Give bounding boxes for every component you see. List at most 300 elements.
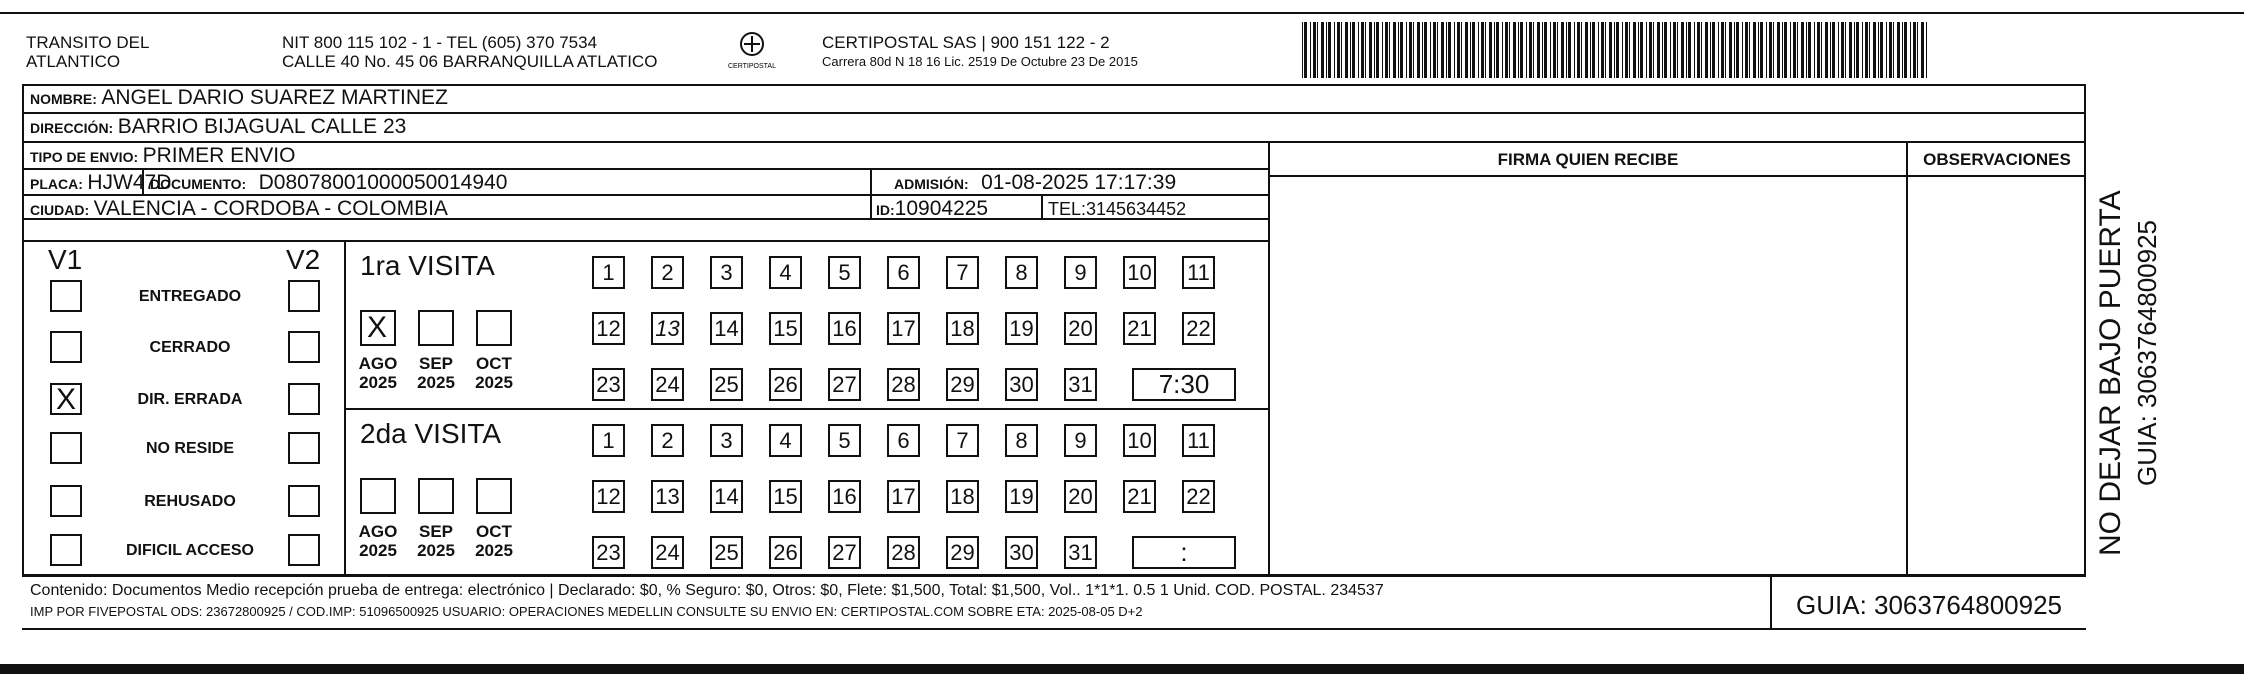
barcode-bar	[1422, 22, 1423, 78]
day-box[interactable]: 9	[1064, 256, 1097, 289]
day-box[interactable]: 25	[710, 368, 743, 401]
day-box[interactable]: 12	[592, 312, 625, 345]
day-box[interactable]: 26	[769, 368, 802, 401]
month-name: SEP	[418, 522, 454, 541]
row-line	[22, 628, 2086, 630]
barcode-bar	[1841, 22, 1844, 78]
day-box[interactable]: 24	[651, 536, 684, 569]
barcode-bar	[1797, 22, 1798, 78]
day-box[interactable]: 28	[887, 368, 920, 401]
barcode-bar	[1574, 22, 1575, 78]
v1-checkbox[interactable]	[50, 534, 82, 566]
tipo-row	[30, 144, 295, 168]
col-line	[1906, 141, 1908, 577]
v2-checkbox[interactable]	[288, 383, 320, 415]
barcode-bar	[1505, 22, 1508, 78]
status-option-label: CERRADO	[149, 339, 231, 356]
barcode-bar	[1753, 22, 1756, 78]
barcode-bar	[1494, 22, 1495, 78]
day-box[interactable]: 29	[946, 368, 979, 401]
barcode-bar	[1526, 22, 1527, 78]
day-box[interactable]: 30	[1005, 536, 1038, 569]
barcode-bar	[1845, 22, 1846, 78]
barcode-bar	[1350, 22, 1351, 78]
barcode-bar	[1598, 22, 1599, 78]
barcode-bar	[1409, 22, 1412, 78]
month-year: 2025	[359, 541, 397, 560]
barcode-bar	[1897, 22, 1900, 78]
barcode-bar	[1470, 22, 1471, 78]
barcode-bar	[1509, 22, 1510, 78]
org-line2: ATLANTICO	[26, 52, 121, 71]
day-box[interactable]: 2	[651, 424, 684, 457]
visit-title: 2da VISITA	[360, 418, 502, 449]
barcode-bar	[1313, 22, 1316, 78]
barcode	[1302, 22, 1932, 78]
day-box[interactable]: 15	[769, 312, 802, 345]
barcode-bar	[1310, 22, 1311, 78]
barcode-bar	[1553, 22, 1556, 78]
tipo-value: PRIMER ENVIO	[142, 144, 296, 167]
barcode-bar	[1533, 22, 1534, 78]
day-box[interactable]: 29	[946, 536, 979, 569]
barcode-bar	[1862, 22, 1863, 78]
day-box[interactable]: 8	[1005, 424, 1038, 457]
day-box[interactable]: 3	[710, 424, 743, 457]
barcode-bar	[1662, 22, 1663, 78]
day-box[interactable]: 21	[1123, 312, 1156, 345]
month-year: 2025	[417, 541, 455, 560]
barcode-bar	[1302, 22, 1303, 78]
id-value: 10904225	[894, 197, 989, 220]
time-field[interactable]: 7:30	[1132, 368, 1236, 401]
admision-cell	[894, 171, 1176, 195]
barcode-bar	[1304, 22, 1307, 78]
barcode-bar	[1446, 22, 1447, 78]
barcode-bar	[1633, 22, 1636, 78]
day-box[interactable]: 12	[592, 480, 625, 513]
barcode-bar	[1568, 22, 1571, 78]
barcode-bar	[1849, 22, 1852, 78]
barcode-bar	[1917, 22, 1918, 78]
barcode-bar	[1629, 22, 1630, 78]
day-box[interactable]: 14	[710, 312, 743, 345]
day-box[interactable]: 18	[946, 480, 979, 513]
row-line	[22, 240, 1270, 242]
barcode-bar	[1352, 22, 1355, 78]
month-label	[464, 354, 524, 392]
day-box[interactable]: 6	[887, 256, 920, 289]
barcode-bar	[1808, 22, 1811, 78]
address-line: CALLE 40 No. 45 06 BARRANQUILLA ATLATICO	[282, 52, 658, 71]
day-box[interactable]: 28	[887, 536, 920, 569]
barcode-bar	[1406, 22, 1407, 78]
day-box[interactable]: 8	[1005, 256, 1038, 289]
day-box[interactable]: 5	[828, 256, 861, 289]
day-box[interactable]: 22	[1182, 312, 1215, 345]
day-box[interactable]: 5	[828, 424, 861, 457]
day-box[interactable]: 16	[828, 480, 861, 513]
barcode-bar	[1790, 22, 1791, 78]
barcode-bar	[1457, 22, 1460, 78]
barcode-bar	[1806, 22, 1807, 78]
id-label: ID:	[876, 202, 895, 218]
row-line	[22, 575, 2086, 577]
v1-checkbox[interactable]	[50, 432, 82, 464]
barcode-bar	[1601, 22, 1604, 78]
day-box[interactable]: 31	[1064, 536, 1097, 569]
tel-label: TEL:	[1048, 199, 1087, 219]
barcode-bar	[1592, 22, 1595, 78]
barcode-bar	[1430, 22, 1431, 78]
barcode-bar	[1646, 22, 1647, 78]
barcode-bar	[1398, 22, 1399, 78]
status-option-label: NO RESIDE	[145, 440, 234, 457]
barcode-bar	[1742, 22, 1743, 78]
month-checkbox[interactable]	[476, 478, 512, 514]
v2-checkbox[interactable]	[288, 280, 320, 312]
barcode-bar	[1832, 22, 1835, 78]
row-line	[22, 168, 1270, 170]
ciudad-value: VALENCIA - CORDOBA - COLOMBIA	[93, 197, 448, 220]
id-cell	[876, 197, 988, 221]
barcode-bar	[1838, 22, 1839, 78]
day-box[interactable]: 20	[1064, 312, 1097, 345]
barcode-bar	[1478, 22, 1479, 78]
day-box[interactable]: 17	[887, 312, 920, 345]
barcode-bar	[1653, 22, 1654, 78]
admision-label: ADMISIÓN:	[894, 176, 969, 192]
barcode-bar	[1385, 22, 1388, 78]
barcode-bar	[1448, 22, 1451, 78]
barcode-bar	[1321, 22, 1324, 78]
barcode-bar	[1374, 22, 1375, 78]
barcode-bar	[1705, 22, 1708, 78]
barcode-bar	[1542, 22, 1543, 78]
month-label	[464, 522, 524, 560]
day-box[interactable]: 10	[1123, 424, 1156, 457]
row-line	[22, 112, 2086, 114]
day-box[interactable]: 23	[592, 368, 625, 401]
courier-info	[822, 33, 1138, 71]
day-box[interactable]: 14	[710, 480, 743, 513]
barcode-bar	[1758, 22, 1759, 78]
month-label	[406, 354, 466, 392]
barcode-bar	[1625, 22, 1628, 78]
day-box[interactable]: 21	[1123, 480, 1156, 513]
barcode-bar	[1921, 22, 1924, 78]
barcode-bar	[1878, 22, 1879, 78]
certipostal-logo	[722, 30, 782, 74]
barcode-bar	[1673, 22, 1676, 78]
day-box[interactable]: 24	[651, 368, 684, 401]
barcode-bar	[1337, 22, 1340, 78]
day-box[interactable]: 7	[946, 424, 979, 457]
firma-header: FIRMA QUIEN RECIBE	[1497, 150, 1679, 169]
day-box[interactable]: 18	[946, 312, 979, 345]
barcode-bar	[1664, 22, 1667, 78]
observaciones-header: OBSERVACIONES	[1923, 150, 2071, 169]
month-checkbox[interactable]	[418, 478, 454, 514]
direccion-row	[30, 115, 406, 139]
barcode-bar	[1725, 22, 1726, 78]
barcode-bar	[1345, 22, 1348, 78]
barcode-bar	[1437, 22, 1438, 78]
barcode-bar	[1609, 22, 1612, 78]
barcode-bar	[1561, 22, 1564, 78]
barcode-bar	[1441, 22, 1444, 78]
barcode-bar	[1670, 22, 1671, 78]
month-year: 2025	[417, 373, 455, 392]
barcode-bar	[1893, 22, 1894, 78]
day-box[interactable]: 4	[769, 424, 802, 457]
barcode-bar	[1926, 22, 1927, 78]
month-name: SEP	[418, 354, 454, 373]
col-line	[1268, 141, 1270, 577]
barcode-bar	[1825, 22, 1828, 78]
barcode-bar	[1614, 22, 1615, 78]
barcode-bar	[1513, 22, 1516, 78]
day-box[interactable]: 23	[592, 536, 625, 569]
day-box[interactable]: 22	[1182, 480, 1215, 513]
v1-checkbox[interactable]	[50, 280, 82, 312]
v1-header: V1	[48, 244, 83, 275]
tel-cell	[1048, 199, 1186, 220]
barcode-bar	[1472, 22, 1475, 78]
day-box[interactable]: 1	[592, 424, 625, 457]
barcode-bar	[1328, 22, 1331, 78]
footer-imp: IMP POR FIVEPOSTAL ODS: 23672800925 / COD.IMP: 51096500925 USUARIO: OPERACIONES MEDELLIN CONSULTE SU ENVIO EN: CERTIPOSTAL.COM SOBRE ETA: 2025-08-05 D+2	[30, 604, 1143, 619]
barcode-bar	[1317, 22, 1318, 78]
tipo-label: TIPO DE ENVIO:	[30, 149, 139, 165]
col-header-line	[1270, 175, 2086, 177]
day-box[interactable]: 19	[1005, 312, 1038, 345]
day-box[interactable]: 11	[1182, 424, 1215, 457]
barcode-bar	[1369, 22, 1372, 78]
time-field[interactable]: :	[1132, 536, 1236, 569]
documento-value: D08078001000050014940	[258, 171, 508, 194]
barcode-bar	[1424, 22, 1427, 78]
barcode-bar	[1902, 22, 1903, 78]
barcode-bar	[1590, 22, 1591, 78]
documento-label: DOCUMENTO:	[150, 176, 247, 192]
nombre-label: NOMBRE:	[30, 91, 97, 107]
barcode-bar	[1769, 22, 1772, 78]
barcode-bar	[1686, 22, 1687, 78]
barcode-bar	[1605, 22, 1606, 78]
barcode-bar	[1529, 22, 1532, 78]
v2-header: V2	[286, 244, 321, 275]
placa-value: HJW47D	[87, 171, 172, 194]
v1-checkbox[interactable]	[50, 485, 82, 517]
barcode-bar	[1777, 22, 1780, 78]
barcode-bar	[1793, 22, 1796, 78]
barcode-bar	[1566, 22, 1567, 78]
day-box[interactable]: 26	[769, 536, 802, 569]
barcode-bar	[1760, 22, 1763, 78]
barcode-icon	[1302, 22, 1932, 78]
barcode-bar	[1784, 22, 1787, 78]
status-option-label: DIFICIL ACCESO	[125, 542, 254, 559]
month-checkbox[interactable]	[418, 310, 454, 346]
barcode-bar	[1496, 22, 1499, 78]
day-box[interactable]: 10	[1123, 256, 1156, 289]
barcode-bar	[1481, 22, 1484, 78]
top-edge	[0, 12, 2244, 14]
day-box[interactable]: 3	[710, 256, 743, 289]
v1-checkbox[interactable]	[50, 383, 82, 415]
logo-icon	[722, 30, 782, 74]
barcode-bar	[1520, 22, 1523, 78]
barcode-bar	[1557, 22, 1558, 78]
logo-text: CERTIPOSTAL	[728, 63, 776, 70]
day-box[interactable]: 20	[1064, 480, 1097, 513]
barcode-bar	[1869, 22, 1870, 78]
barcode-bar	[1376, 22, 1379, 78]
barcode-bar	[1622, 22, 1623, 78]
barcode-bar	[1856, 22, 1859, 78]
barcode-bar	[1454, 22, 1455, 78]
footer-contenido: Contenido: Documentos Medio recepción prueba de entrega: electrónico | Declarado: $0, % Seguro: $0, Otros: $0, Flete: $1,500, Total: $1,500, Vol.. 1*1*1. 0.5 1 Unid. COD. POSTAL. 234537	[30, 582, 1384, 599]
month-year: 2025	[359, 373, 397, 392]
barcode-bar	[1677, 22, 1678, 78]
month-checkbox[interactable]	[360, 478, 396, 514]
day-box[interactable]: 27	[828, 536, 861, 569]
day-box[interactable]: 31	[1064, 368, 1097, 401]
barcode-bar	[1854, 22, 1855, 78]
barcode-bar	[1358, 22, 1359, 78]
barcode-bar	[1581, 22, 1582, 78]
day-box[interactable]: 9	[1064, 424, 1097, 457]
courier-line2: Carrera 80d N 18 16 Lic. 2519 De Octubre 23 De 2015	[822, 54, 1138, 69]
barcode-bar	[1489, 22, 1492, 78]
barcode-bar	[1537, 22, 1540, 78]
day-box[interactable]: 25	[710, 536, 743, 569]
barcode-bar	[1745, 22, 1748, 78]
day-box-marked[interactable]: 13	[651, 312, 684, 345]
barcode-bar	[1873, 22, 1876, 78]
day-box[interactable]: 30	[1005, 368, 1038, 401]
barcode-bar	[1865, 22, 1868, 78]
month-year: 2025	[475, 541, 513, 560]
month-checkbox[interactable]	[476, 310, 512, 346]
v2-checkbox[interactable]	[288, 331, 320, 363]
month-name: OCT	[476, 522, 512, 541]
footer-guia: GUIA: 3063764800925	[1796, 590, 2062, 620]
barcode-bar	[1640, 22, 1643, 78]
visit-title: 1ra VISITA	[360, 250, 495, 281]
org-line1: TRANSITO DEL	[26, 33, 150, 52]
day-box[interactable]: 7	[946, 256, 979, 289]
barcode-bar	[1694, 22, 1695, 78]
placa-label: PLACA:	[30, 176, 83, 192]
day-box[interactable]: 15	[769, 480, 802, 513]
barcode-bar	[1485, 22, 1486, 78]
day-box[interactable]: 13	[651, 480, 684, 513]
month-label	[406, 522, 466, 560]
col-line	[1041, 194, 1043, 220]
v2-checkbox[interactable]	[288, 485, 320, 517]
month-name: OCT	[476, 354, 512, 373]
barcode-bar	[1382, 22, 1383, 78]
barcode-bar	[1729, 22, 1732, 78]
barcode-bar	[1638, 22, 1639, 78]
barcode-bar	[1782, 22, 1783, 78]
barcode-bar	[1544, 22, 1547, 78]
barcode-bar	[1889, 22, 1892, 78]
barcode-bar	[1577, 22, 1580, 78]
visit-separator	[344, 408, 1270, 410]
nombre-row	[30, 86, 448, 110]
barcode-bar	[1518, 22, 1519, 78]
barcode-bar	[1710, 22, 1711, 78]
admision-value: 01-08-2025 17:17:39	[981, 171, 1177, 194]
day-box[interactable]: 16	[828, 312, 861, 345]
col-line	[870, 168, 872, 220]
day-box[interactable]: 19	[1005, 480, 1038, 513]
day-box[interactable]: 2	[651, 256, 684, 289]
barcode-bar	[1334, 22, 1335, 78]
barcode-bar	[1814, 22, 1815, 78]
v2-checkbox[interactable]	[288, 534, 320, 566]
barcode-bar	[1817, 22, 1820, 78]
day-box[interactable]: 4	[769, 256, 802, 289]
barcode-bar	[1433, 22, 1436, 78]
barcode-bar	[1734, 22, 1735, 78]
barcode-bar	[1585, 22, 1588, 78]
barcode-bar	[1773, 22, 1774, 78]
barcode-bar	[1413, 22, 1414, 78]
day-box[interactable]: 1	[592, 256, 625, 289]
month-name: AGO	[358, 522, 398, 541]
status-option-label: REHUSADO	[144, 493, 236, 510]
row-line	[22, 141, 2086, 143]
month-year: 2025	[475, 373, 513, 392]
barcode-bar	[1801, 22, 1804, 78]
barcode-bar	[1821, 22, 1822, 78]
day-box[interactable]: 17	[887, 480, 920, 513]
barcode-bar	[1910, 22, 1911, 78]
side-warning: NO DEJAR BAJO PUERTA	[2094, 190, 2127, 556]
side-guia: GUIA: 3063764800925	[2132, 220, 2162, 486]
barcode-bar	[1913, 22, 1916, 78]
barcode-bar	[1736, 22, 1739, 78]
v2-checkbox[interactable]	[288, 432, 320, 464]
month-checkbox[interactable]	[360, 310, 396, 346]
documento-cell	[150, 171, 507, 195]
barcode-bar	[1465, 22, 1468, 78]
barcode-bar	[1361, 22, 1364, 78]
tel-value: 3145634452	[1086, 199, 1187, 219]
day-box[interactable]: 27	[828, 368, 861, 401]
barcode-bar	[1649, 22, 1652, 78]
barcode-bar	[1721, 22, 1724, 78]
day-box[interactable]: 11	[1182, 256, 1215, 289]
barcode-bar	[1904, 22, 1907, 78]
barcode-bar	[1712, 22, 1715, 78]
barcode-bar	[1749, 22, 1750, 78]
day-box[interactable]: 6	[887, 424, 920, 457]
month-label	[348, 522, 408, 560]
barcode-bar	[1886, 22, 1887, 78]
barcode-bar	[1616, 22, 1619, 78]
barcode-bar	[1400, 22, 1403, 78]
barcode-bar	[1326, 22, 1327, 78]
barcode-bar	[1550, 22, 1551, 78]
direccion-value: BARRIO BIJAGUAL CALLE 23	[117, 115, 407, 138]
v1-checkbox[interactable]	[50, 331, 82, 363]
barcode-bar	[1880, 22, 1883, 78]
